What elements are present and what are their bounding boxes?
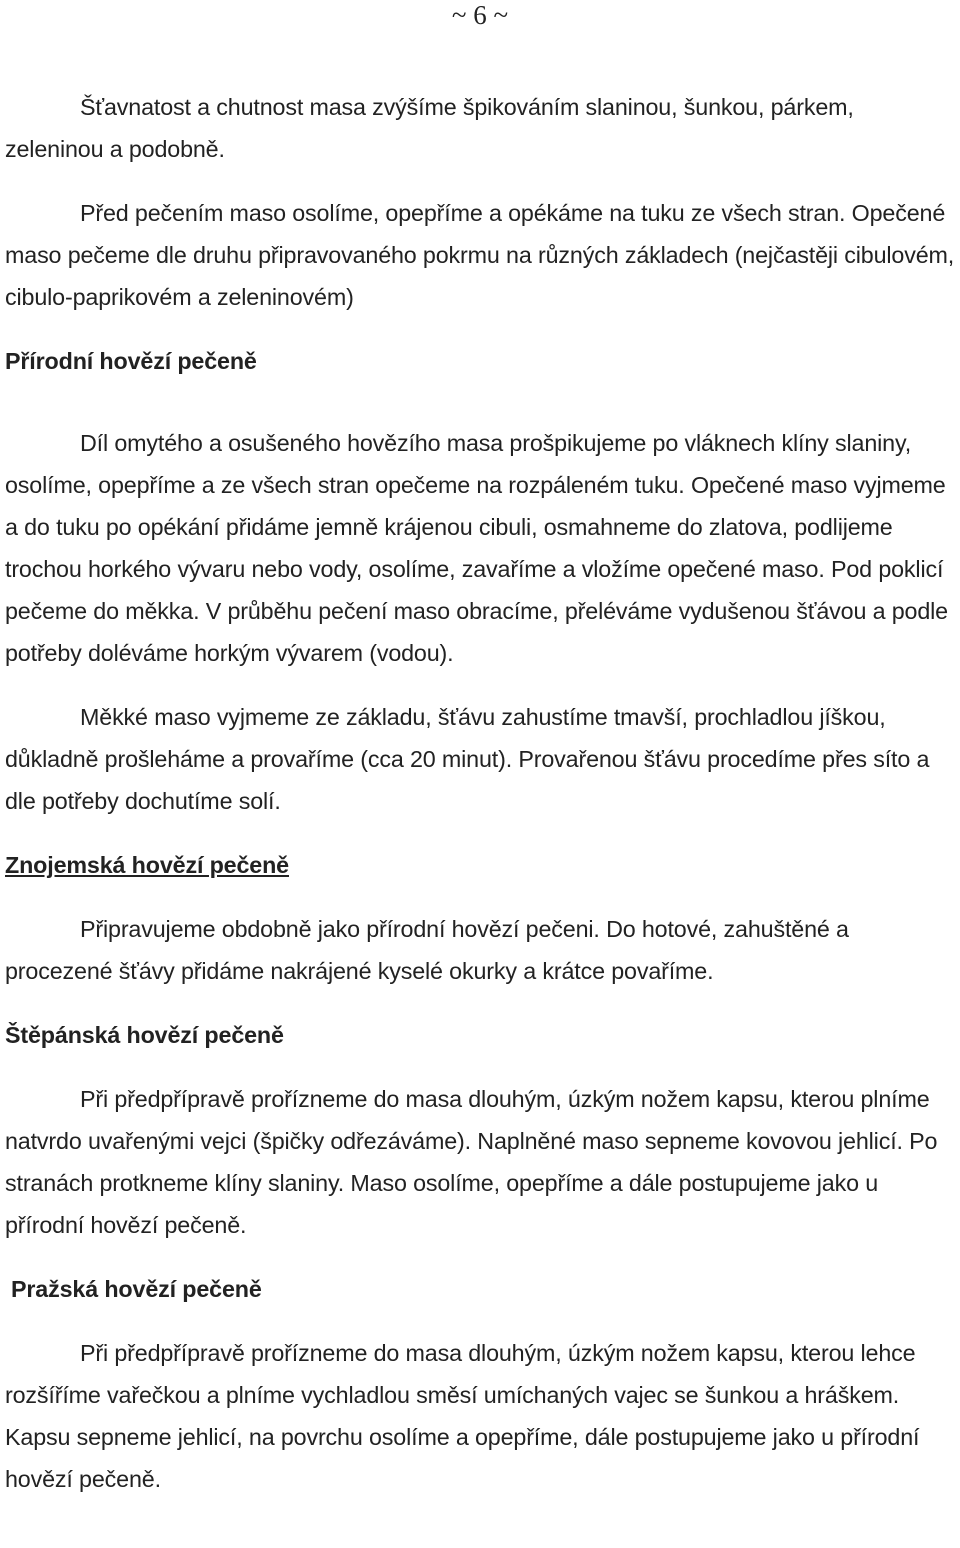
section-heading-stepanska: Štěpánská hovězí pečeně xyxy=(5,1022,284,1048)
section-paragraph: Měkké maso vyjmeme ze základu, šťávu zahustíme tmavší, prochladlou jíškou, důkladně prošleháme a provaříme (cca 20 minut). Provařenou šťávu procedíme přes síto a dle potřeby dochutíme solí. xyxy=(5,704,930,814)
section-paragraph: Připravujeme obdobně jako přírodní hovězí pečeni. Do hotové, zahuštěné a procezené šťávy přidáme nakrájené kyselé okurky a krátce povaříme. xyxy=(5,916,849,984)
section-paragraph: Při předpřípravě prořízneme do masa dlouhým, úzkým nožem kapsu, kterou lehce rozšíříme vařečkou a plníme vychladlou směsí umíchaných vajec se šunkou a hráškem. Kapsu sepneme jehlicí, na povrchu osolíme a opepříme, dále postupujeme jako u přírodní hovězí pečeně. xyxy=(5,1340,920,1492)
page-number: ~ 6 ~ xyxy=(451,0,509,30)
section-heading-prazska: Pražská hovězí pečeně xyxy=(11,1276,262,1302)
section-heading-znojemska: Znojemská hovězí pečeně xyxy=(5,852,289,878)
section-paragraph: Díl omytého a osušeného hovězího masa prošpikujeme po vláknech klíny slaniny, osolíme, opepříme a ze všech stran opečeme na rozpáleném tuku. Opečené maso vyjmeme a do tuku po opékání přidáme jemně krájenou cibuli, osmahneme do zlatova, podlijeme trochou horkého vývaru nebo vody, osolíme, zavaříme a vložíme opečené maso. Pod poklicí pečeme do měkka. V průběhu pečení maso obracíme, přeléváme vydušenou šťávou a podle potřeby doléváme horkým vývarem (vodou). xyxy=(5,430,948,666)
intro-paragraph-2: Před pečením maso osolíme, opepříme a opékáme na tuku ze všech stran. Opečené maso pečeme dle druhu připravovaného pokrmu na různých základech (nejčastěji cibulovém, cibulo-paprikovém a zeleninovém) xyxy=(5,200,955,310)
section-heading-prirodni: Přírodní hovězí pečeně xyxy=(5,348,257,374)
intro-paragraph-1: Šťavnatost a chutnost masa zvýšíme špikováním slaninou, šunkou, párkem, zeleninou a podobně. xyxy=(5,94,854,162)
section-paragraph: Při předpřípravě prořízneme do masa dlouhým, úzkým nožem kapsu, kterou plníme natvrdo uvařenými vejci (špičky odřezáváme). Naplněné maso sepneme kovovou jehlicí. Po stranách protkneme klíny slaniny. Maso osolíme, opepříme a dále postupujeme jako u přírodní hovězí pečeně. xyxy=(5,1086,938,1238)
document-body xyxy=(5,86,957,1500)
